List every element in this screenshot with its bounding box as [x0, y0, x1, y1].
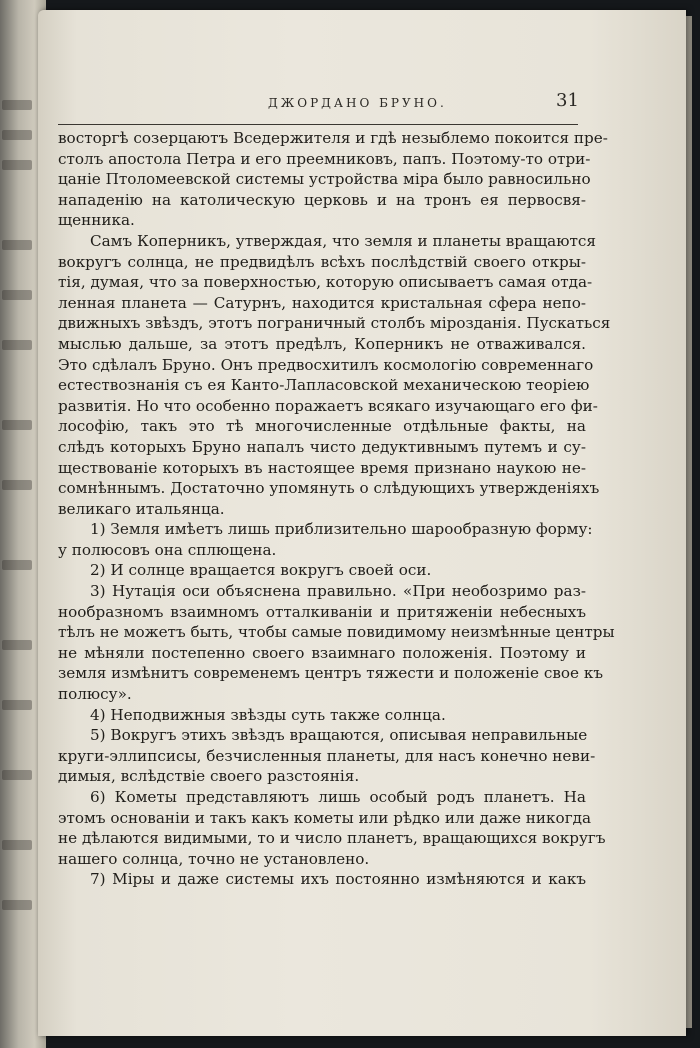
facing-page-text-fragment [2, 160, 32, 170]
text-line: развитія. Но что особенно поражаетъ всякаго изучающаго его фи- [58, 396, 598, 415]
text-line: ществованіе которыхъ въ настоящее время признано наукою не- [58, 458, 586, 477]
text-line: не дѣлаются видимыми, то и число планетъ, вращающихся вокругъ [58, 829, 606, 848]
facing-page-text-fragment [2, 560, 32, 570]
text-line: столъ апостола Петра и его преемниковъ, папъ. Поэтому-то отри- [58, 149, 591, 168]
facing-page-text-fragment [2, 290, 32, 300]
text-line: сомнѣннымъ. Достаточно упомянуть о слѣдующихъ утвержденіяхъ [58, 479, 600, 498]
text-line: нападенію на католическую церковь и на тронъ ея первосвя- [58, 190, 586, 209]
text-line: димыя, вслѣдствіе своего разстоянія. [58, 767, 360, 786]
facing-page-text-fragment [2, 240, 32, 250]
text-line: земля измѣнитъ современемъ центръ тяжести и положеніе свое къ [58, 664, 604, 683]
facing-page-text-fragment [2, 480, 32, 490]
text-line: слѣдъ которыхъ Бруно напалъ чисто дедуктивнымъ путемъ и су- [58, 437, 586, 456]
text-line: Самъ Коперникъ, утверждая, что земля и планеты вращаются [90, 231, 596, 250]
text-line: 6) Кометы представляютъ лишь особый родъ планетъ. На [90, 788, 586, 806]
text-line: у полюсовъ она сплющена. [58, 540, 277, 559]
text-line: вокругъ солнца, не предвидѣлъ всѣхъ послѣдствій своего откры- [58, 252, 586, 271]
page-header [58, 90, 598, 120]
text-line: нашего солнца, точно не установлено. [58, 849, 370, 868]
text-line: мыслью дальше, за этотъ предѣлъ, Коперникъ не отваживался. [58, 334, 586, 353]
text-line: нообразномъ взаимномъ отталкиваніи и притяженіи небесныхъ [58, 602, 586, 621]
text-line: круги-эллипсисы, безчисленныя планеты, для насъ конечно неви- [58, 746, 596, 765]
running-title: ДЖОРДАНО БРУНО. [268, 96, 447, 110]
page-number: 31 [556, 90, 579, 111]
facing-page-text-fragment [2, 770, 32, 780]
facing-page-text-fragment [2, 100, 32, 110]
text-line: этомъ основаніи и такъ какъ кометы или рѣдко или даже никогда [58, 808, 592, 827]
facing-page-text-fragment [2, 420, 32, 430]
text-line: ленная планета — Сатурнъ, находится кристальная сфера непо- [58, 293, 586, 312]
facing-page-text-fragment [2, 900, 32, 910]
text-line: 7) Міры и даже системы ихъ постоянно измѣняются и какъ [90, 870, 586, 889]
text-line: Это сдѣлалъ Бруно. Онъ предвосхитилъ космологію современнаго [58, 355, 594, 374]
text-line: щенника. [58, 211, 135, 230]
text-line: полюсу». [58, 685, 132, 704]
text-line: 1) Земля имѣетъ лишь приблизительно шарообразную форму: [90, 520, 593, 539]
text-line: тѣлъ не можетъ быть, чтобы самые повидимому неизмѣнные центры [58, 623, 615, 642]
facing-page-text-fragment [2, 640, 32, 650]
text-line: 4) Неподвижныя звѣзды суть также солнца. [90, 705, 446, 724]
text-line: великаго итальянца. [58, 499, 225, 518]
text-line: естествознанія съ ея Канто-Лапласовской механическою теоріею [58, 376, 590, 395]
facing-page-text-fragment [2, 700, 32, 710]
header-rule [58, 124, 578, 125]
text-line: лософію, такъ это тѣ многочисленные отдѣльные факты, на [58, 417, 586, 436]
body-text [58, 128, 615, 890]
text-line: цаніе Птоломеевской системы устройства міра было равносильно [58, 170, 591, 189]
text-line: тія, думая, что за поверхностью, которую описываетъ самая отда- [58, 273, 593, 292]
text-line: 2) И солнце вращается вокругъ своей оси. [90, 561, 432, 580]
text-line: движныхъ звѣздъ, этотъ пограничный столбъ мірозданія. Пускаться [58, 314, 611, 333]
text-line: 3) Нутація оси объяснена правильно. «При необозримо раз- [90, 582, 586, 601]
facing-page-text-fragment [2, 130, 32, 140]
text-line: не мѣняли постепенно своего взаимнаго положенія. Поэтому и [58, 643, 586, 662]
text-line: восторгѣ созерцаютъ Вседержителя и гдѣ незыблемо покоится пре- [58, 129, 608, 147]
text-line: 5) Вокругъ этихъ звѣздъ вращаются, описывая неправильные [90, 726, 588, 745]
facing-page-text-fragment [2, 840, 32, 850]
facing-page-text-fragment [2, 340, 32, 350]
